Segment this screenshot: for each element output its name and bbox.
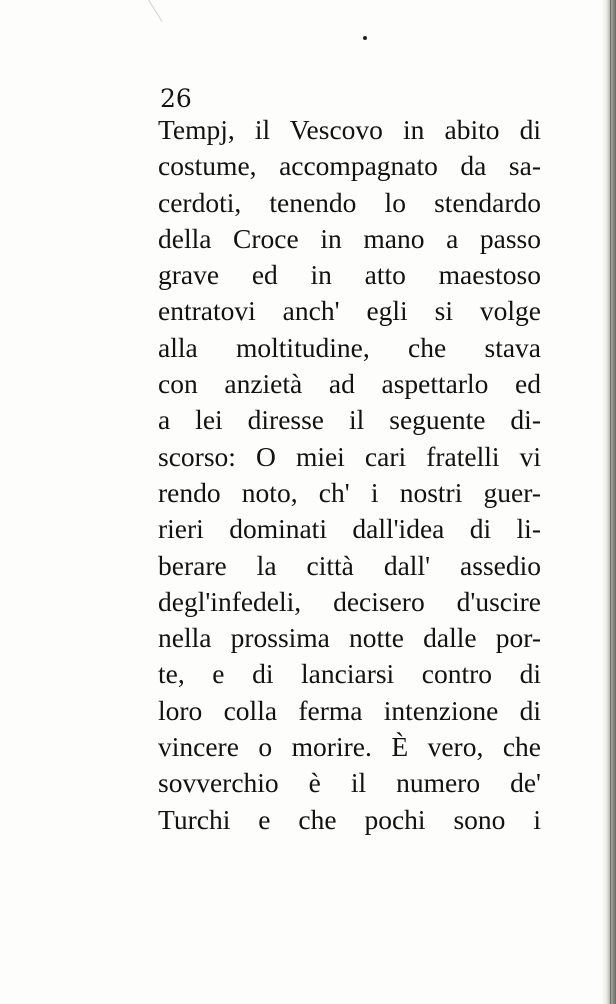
text-line: Tempj, il Vescovo in abito di [158, 114, 541, 145]
text-line: sovverchio è il numero de' [158, 767, 541, 799]
text-line: degl'infedeli, decisero d'uscire [158, 585, 541, 617]
scan-mark [148, 0, 163, 22]
ink-speck [363, 36, 367, 40]
text-line: entratovi anch' egli si volge [158, 295, 541, 327]
page-number: 26 [160, 84, 192, 113]
text-line: della Croce in mano a passo [158, 222, 541, 254]
page-edge-shadow [602, 0, 616, 1004]
text-line: con anzietà ad aspettarlo ed [158, 368, 541, 400]
text-line: a lei diresse il seguente di- [158, 404, 541, 436]
text-line: vincere o morire. È vero, che [158, 731, 541, 763]
text-line: Turchi e che pochi sono i [158, 803, 541, 835]
text-line: te, e di lanciarsi contro di [158, 658, 541, 690]
text-line: rieri dominati dall'idea di li- [158, 513, 541, 545]
text-line: nella prossima notte dalle por- [158, 622, 541, 654]
binding-line [610, 0, 611, 1004]
text-line: grave ed in atto maestoso [158, 259, 541, 291]
text-line: alla moltitudine, che stava [158, 331, 541, 363]
text-line: rendo noto, ch' i nostri guer- [158, 476, 541, 508]
text-line: berare la città dall' assedio [158, 549, 541, 581]
text-line: scorso: O miei cari fratelli vi [158, 440, 541, 472]
body-text [158, 112, 541, 838]
text-line: loro colla ferma intenzione di [158, 694, 541, 726]
text-line: costume, accompagnato da sa- [158, 150, 541, 182]
text-line: cerdoti, tenendo lo stendardo [158, 186, 541, 218]
